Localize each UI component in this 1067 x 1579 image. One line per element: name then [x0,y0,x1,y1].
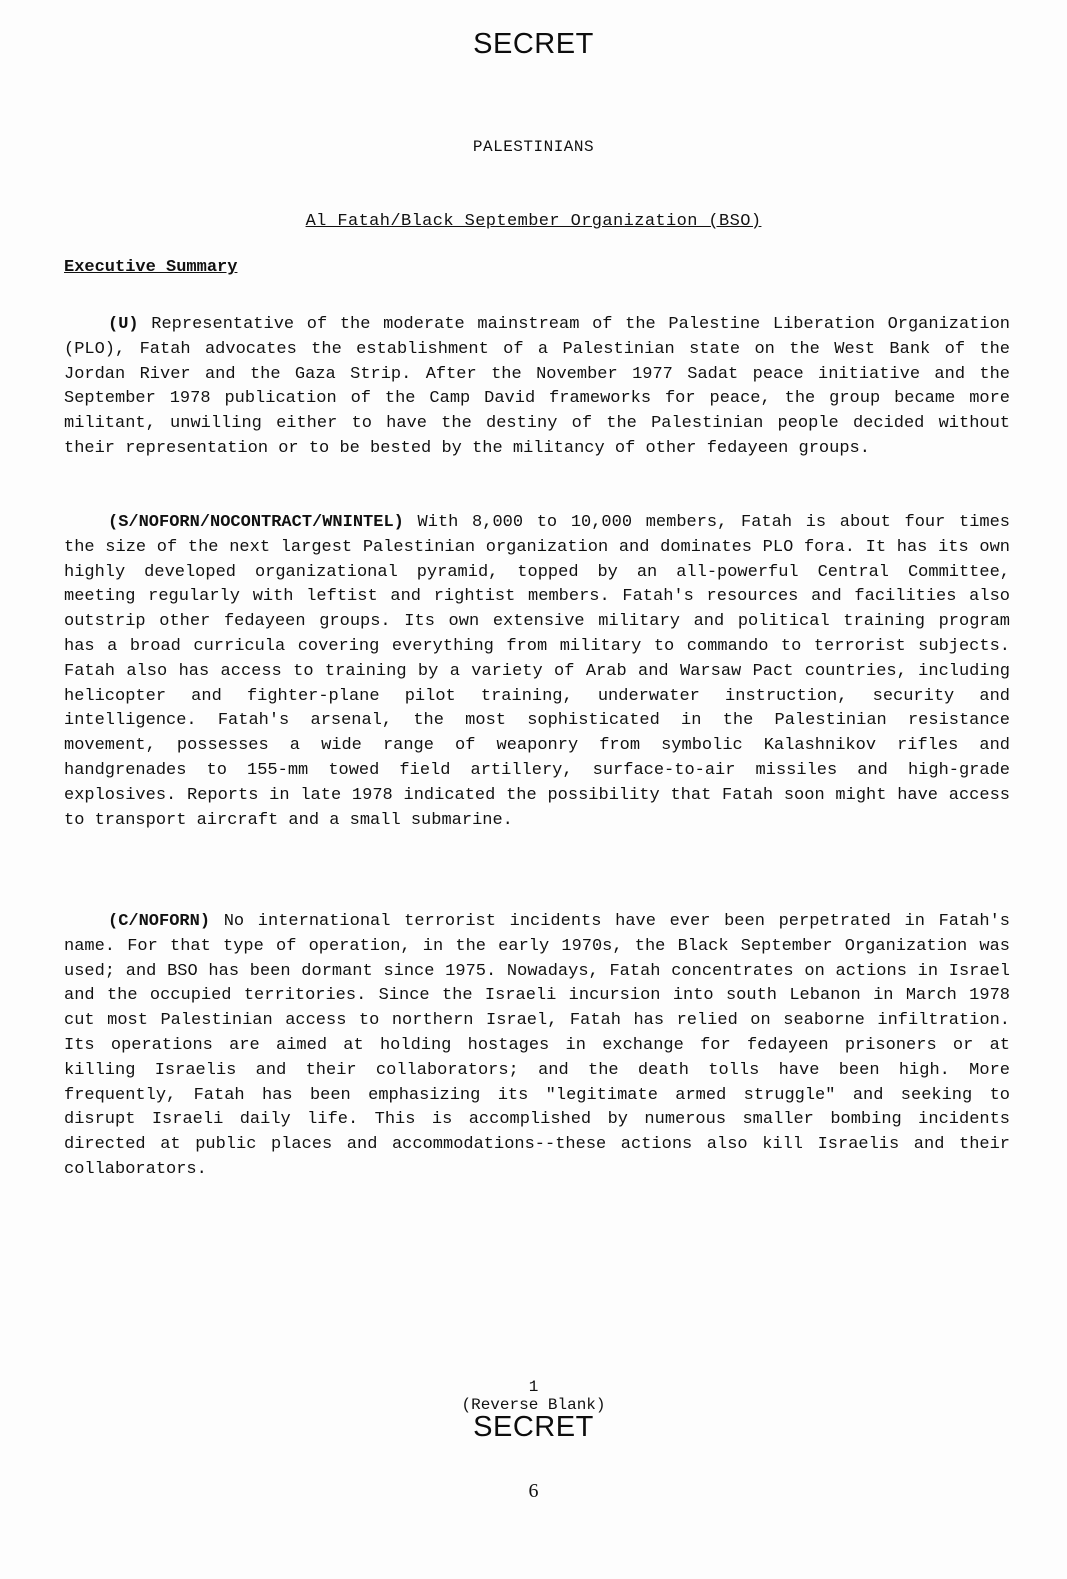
paragraph-2 [64,511,1010,833]
paragraph-1 [64,313,1010,462]
page-footer [0,1378,1067,1414]
paragraph-3-marking: (C/NOFORN) [108,912,211,931]
sheet-number: 6 [528,1480,539,1502]
paragraph-2-marking: (S/NOFORN/NOCONTRACT/WNINTEL) [108,513,404,532]
paragraph-1-text: Representative of the moderate mainstream of the Palestine Liberation Organization (PLO), Fatah advocates the establishment of a Palestinian state on the West Bank of the Jordan River and the Gaza Strip. After the November 1977 Sadat peace initiative and the September 1978 publication of the Camp David frameworks for peace, the group became more militant, unwilling either to have the destiny of the Palestinian people decided without their representation or to be bested by the militancy of other fedayeen groups. [64,315,1010,458]
paragraph-3 [64,910,1010,1183]
paragraph-2-text: With 8,000 to 10,000 members, Fatah is about four times the size of the next largest Palestinian organization and dominates PLO fora. It has its own highly developed organizational pyramid, topped by an all-powerful Central Committee, meeting regularly with leftist and rightist members. Fatah's resources and facilities also outstrip other fedayeen groups. Its own extensive military and political training program has a broad curricula covering everything from military to commando to terrorist subjects. Fatah also has access to training by a variety of Arab and Warsaw Pact countries, including helicopter and fighter-plane pilot training, underwater instruction, security and intelligence. Fatah's arsenal, the most sophisticated in the Palestinian resistance movement, possesses a wide range of weaponry from symbolic Kalashnikov rifles and handgrenades to 155-mm towed field artillery, surface-to-air missiles and high-grade explosives. Reports in late 1978 indicated the possibility that Fatah soon might have access to transport aircraft and a small submarine. [64,513,1010,830]
page-number: 1 [528,1378,539,1396]
organization-heading: Al Fatah/Black September Organization (BSO) [305,212,762,231]
classification-bottom: SECRET [473,1411,594,1443]
section-title: PALESTINIANS [472,138,595,156]
paragraph-3-text: No international terrorist incidents have ever been perpetrated in Fatah's name. For that type of operation, in the early 1970s, the Black September Organization was used; and BSO has been dormant since 1975. Nowadays, Fatah concentrates on actions in Israel and the occupied territories. Since the Israeli incursion into south Lebanon in March 1978 cut most Palestinian access to northern Israel, Fatah has relied on seaborne infiltration. Its operations are aimed at holding hostages in exchange for fedayeen prisoners or at killing Israelis and their collaborators; and the death tolls have been high. More frequently, Fatah has been emphasizing its "legitimate armed struggle" and seeking to disrupt Israeli daily life. This is accomplished by numerous smaller bombing incidents directed at public places and accommodations--these actions also kill Israelis and their collaborators. [64,912,1010,1179]
classification-top: SECRET [473,28,594,60]
paragraph-1-marking: (U) [108,315,139,334]
executive-summary-label: Executive Summary [64,258,238,277]
reverse-blank-note: (Reverse Blank) [461,1396,606,1414]
